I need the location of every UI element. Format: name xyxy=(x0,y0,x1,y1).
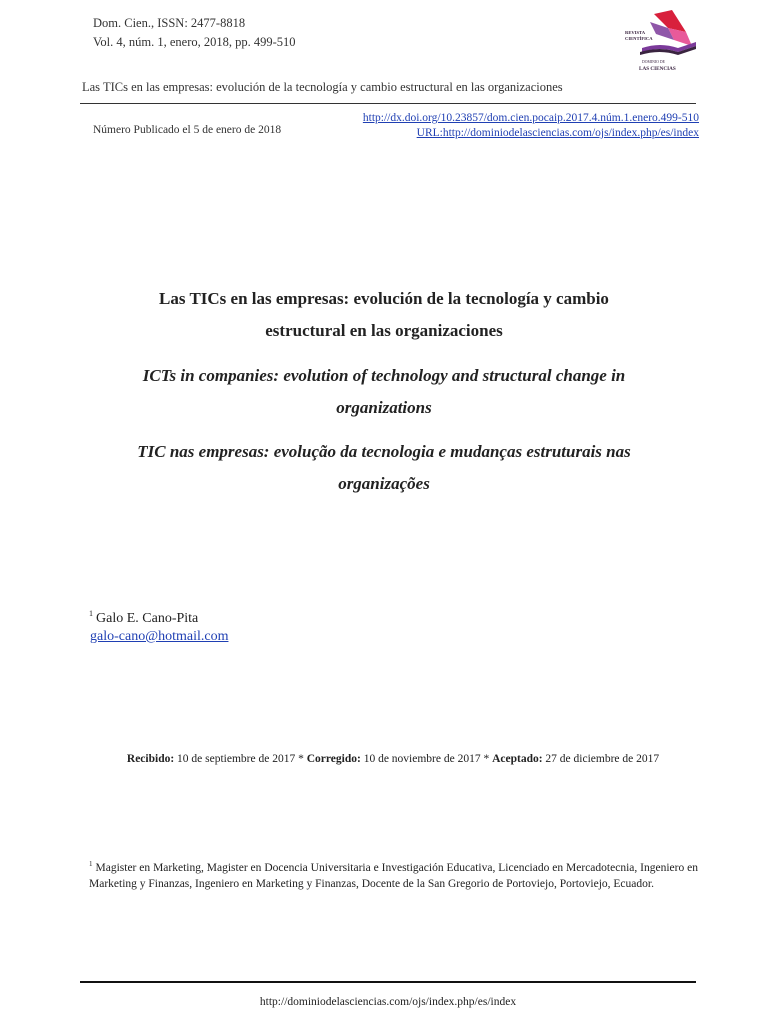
corrected-date: 10 de noviembre de 2017 xyxy=(363,753,481,765)
author-name-text: Galo E. Cano-Pita xyxy=(96,611,199,626)
title-english-line2: organizations xyxy=(336,398,432,417)
logo-line3: DOMINIO DE xyxy=(642,60,665,64)
footer-divider xyxy=(80,981,696,983)
author-footnote xyxy=(89,856,698,892)
date-separator: * xyxy=(483,753,490,765)
author-footnote-mark: 1 xyxy=(89,609,93,618)
title-english xyxy=(84,360,684,424)
footer-url: http://dominiodelasciencias.com/ojs/index.php/es/index xyxy=(259,996,517,1008)
submission-dates xyxy=(80,753,706,765)
received-date: 10 de septiembre de 2017 xyxy=(177,753,296,765)
footnote-text: Magister en Marketing, Magister en Docencia Universitaria e Investigación Educativa, Licenciado en Mercadotecnia, Ingeniero en Marketing y Finanzas, Ingeniero en Marketing y Finanzas, Docente de la San Gregorio de Portoviejo, Portoviejo, Ecuador. xyxy=(89,862,698,890)
received-label: Recibido: xyxy=(126,753,175,765)
title-portuguese-line2: organizações xyxy=(338,474,430,493)
title-spanish-line1: Las TICs en las empresas: evolución de la tecnología y cambio xyxy=(159,289,609,308)
publication-date: Número Publicado el 5 de enero de 2018 xyxy=(93,124,282,136)
running-title: Las TICs en las empresas: evolución de la tecnología y cambio estructural en las organizaciones xyxy=(82,80,563,94)
header-divider xyxy=(80,103,696,104)
logo-line1: REVISTA xyxy=(625,30,646,35)
journal-issn: Dom. Cien., ISSN: 2477-8818 xyxy=(93,16,246,30)
author-name xyxy=(89,609,198,627)
journal-logo xyxy=(612,8,702,78)
footnote-mark: 1 xyxy=(89,860,93,868)
corrected-label: Corregido: xyxy=(306,753,361,765)
title-portuguese-line1: TIC nas empresas: evolução da tecnologia e mudanças estruturais nas xyxy=(137,442,631,461)
volume-info: Vol. 4, núm. 1, enero, 2018, pp. 499-510 xyxy=(93,35,296,49)
title-spanish xyxy=(84,283,684,347)
title-spanish-line2: estructural en las organizaciones xyxy=(265,321,503,340)
title-english-line1: ICTs in companies: evolution of technology and structural change in xyxy=(142,366,626,385)
logo-line2: CIENTÍFICA xyxy=(625,36,653,41)
doi-link[interactable]: http://dx.doi.org/10.23857/dom.cien.pocaip.2017.4.núm.1.enero.499-510 xyxy=(362,112,699,124)
logo-line4: LAS CIENCIAS xyxy=(639,66,676,72)
title-portuguese xyxy=(84,436,684,500)
accepted-date: 27 de diciembre de 2017 xyxy=(545,753,660,765)
author-email-link[interactable]: galo-cano@hotmail.com xyxy=(90,629,229,644)
date-separator: * xyxy=(298,753,304,765)
book-logo-icon xyxy=(612,8,702,78)
journal-url-link[interactable]: URL:http://dominiodelasciencias.com/ojs/index.php/es/index xyxy=(416,127,699,139)
accepted-label: Aceptado: xyxy=(492,753,543,765)
